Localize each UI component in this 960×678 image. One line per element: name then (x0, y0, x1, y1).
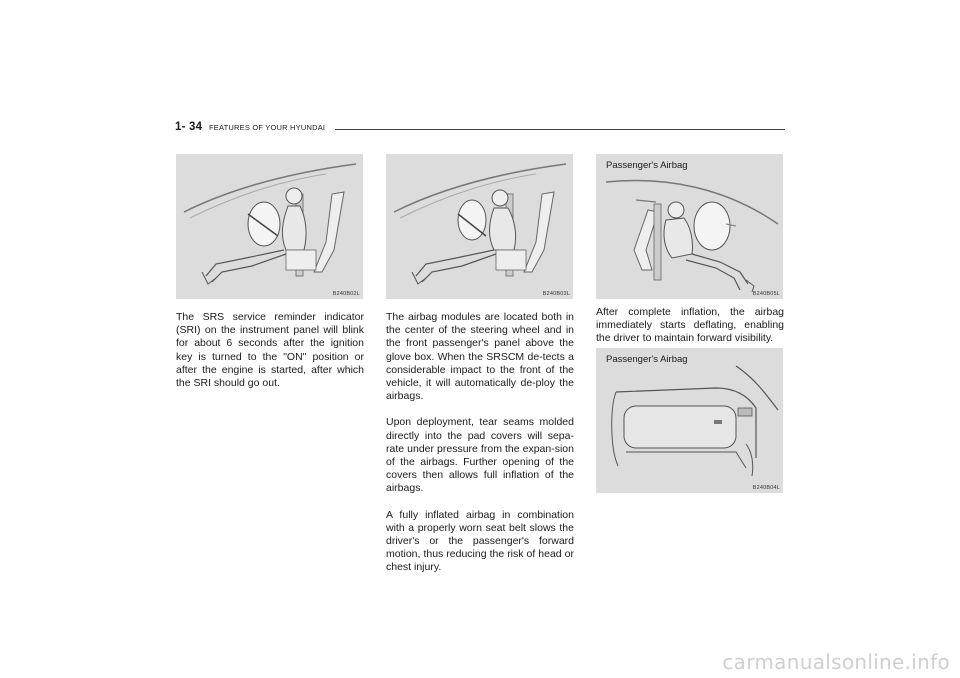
section-title: FEATURES OF YOUR HYUNDAI (209, 123, 326, 132)
figure-caption: Passenger's Airbag (606, 354, 688, 365)
watermark: carmanualsonline.info (722, 650, 950, 674)
passenger-airbag-illustration (596, 154, 783, 299)
figure-code: B240B04L (752, 485, 780, 491)
page-header (175, 121, 785, 137)
figure-driver-airbag-deflating (386, 154, 573, 299)
figure-passenger-airbag-side (596, 154, 783, 299)
page-number: 1- 34 (175, 121, 203, 133)
paragraph-sri: The SRS service reminder indicator (SRI) on the instrument panel will blink for about 6 seconds after the ignition key is turned to the "ON" position or after the engine is started, after which the SRI should go out. (176, 311, 364, 390)
figure-caption: Passenger's Airbag (606, 160, 688, 171)
left-column-text (176, 311, 364, 403)
paragraph-inflation: A fully inflated airbag in combination with a properly worn seat belt slows the driver's or the passenger's forward motion, thus reducing the risk of head or chest injury. (386, 508, 574, 574)
figure-code: B240B03L (542, 291, 570, 297)
driver-airbag-illustration (176, 154, 363, 299)
paragraph-module-location: The airbag modules are located both in the center of the steering wheel and in the front passenger's panel above the glove box. When the SRSCM de-tects a considerable impact to the front of the vehicle, it will automatically de-ploy the airbags. (386, 311, 574, 403)
paragraph-deflation: After complete inflation, the airbag immediately starts deflating, enabling the driver to maintain forward visibility. (596, 306, 784, 345)
middle-column-text (386, 311, 574, 588)
figure-driver-airbag-inflating (176, 154, 363, 299)
figure-passenger-airbag-dashboard (596, 348, 783, 493)
right-column-text (596, 306, 784, 359)
driver-airbag-deflating-illustration (386, 154, 573, 299)
paragraph-deployment: Upon deployment, tear seams molded directly into the pad covers will sepa-rate under pressure from the expan-sion of the airbags. Further opening of the covers then allows full inflation of the airbags. (386, 416, 574, 495)
figure-code: B240B02L (332, 291, 360, 297)
figure-code: B240B05L (752, 291, 780, 297)
dashboard-illustration (596, 348, 783, 493)
header-rule (335, 129, 785, 130)
